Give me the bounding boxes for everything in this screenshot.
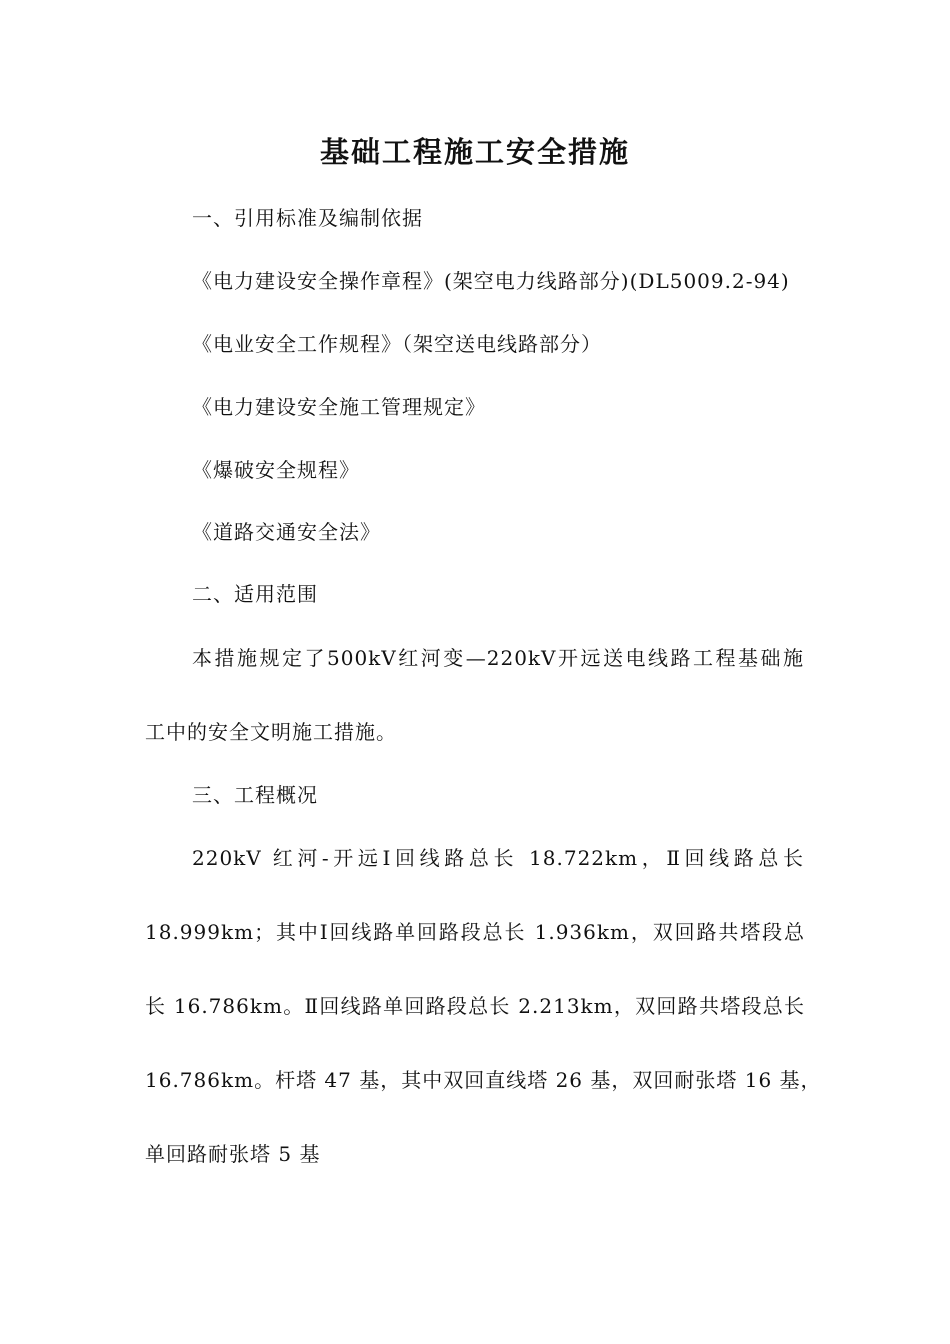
overview-paragraph-line: 220kV 红河-开远Ⅰ回线路总长 18.722km，Ⅱ回线路总长 [192, 846, 804, 870]
scope-paragraph-line: 工中的安全文明施工措施。 [145, 720, 397, 744]
reference-item: 《电业安全工作规程》（架空送电线路部分） [192, 332, 602, 356]
overview-paragraph-line: 单回路耐张塔 5 基 [145, 1142, 321, 1166]
section-heading-overview: 三、工程概况 [192, 783, 318, 807]
reference-item: 《爆破安全规程》 [192, 458, 360, 482]
overview-paragraph-line: 长 16.786km。Ⅱ回线路单回路段总长 2.213km，双回路共塔段总长 [145, 994, 805, 1018]
overview-paragraph-line: 18.999km；其中Ⅰ回线路单回路段总长 1.936km，双回路共塔段总 [145, 920, 805, 944]
overview-paragraph-line: 16.786km。杆塔 47 基，其中双回直线塔 26 基，双回耐张塔 16 基， [145, 1068, 822, 1092]
section-heading-references: 一、引用标准及编制依据 [192, 206, 423, 230]
reference-item: 《电力建设安全操作章程》(架空电力线路部分)(DL5009.2-94) [192, 269, 790, 293]
section-heading-scope: 二、适用范围 [192, 582, 318, 606]
scope-paragraph-line: 本措施规定了500kV红河变—220kV开远送电线路工程基础施 [192, 646, 804, 670]
reference-item: 《电力建设安全施工管理规定》 [192, 395, 486, 419]
reference-item: 《道路交通安全法》 [192, 520, 381, 544]
document-title: 基础工程施工安全措施 [319, 135, 630, 169]
